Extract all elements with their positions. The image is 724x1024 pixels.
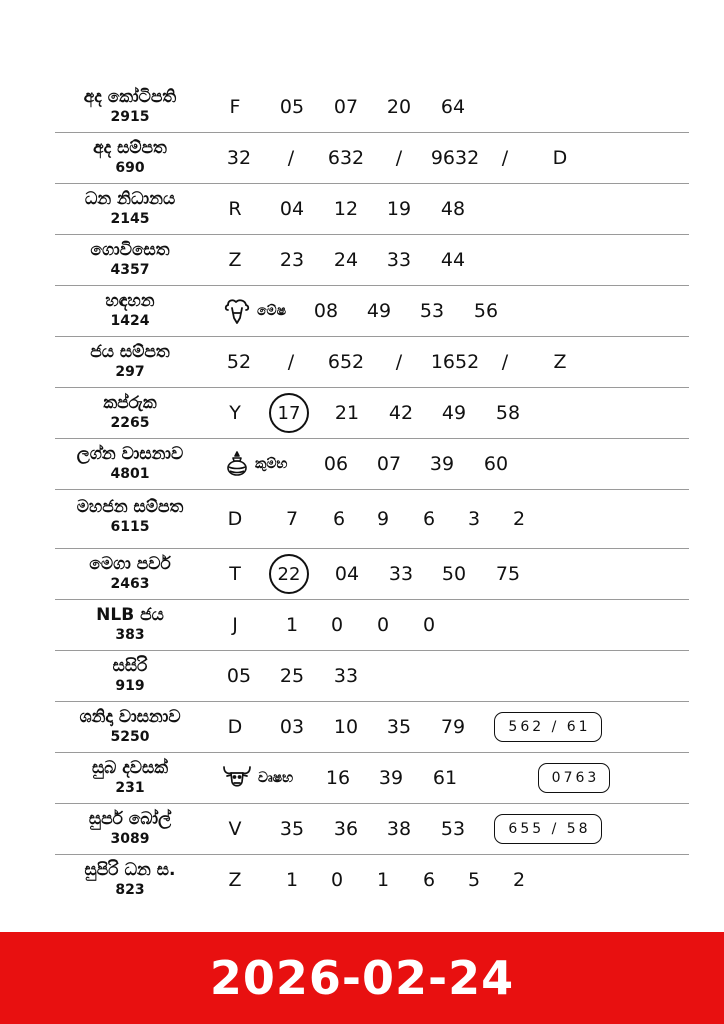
result-number: 48: [440, 198, 466, 220]
result-number: 20: [386, 96, 412, 118]
result-number: 25: [279, 665, 305, 687]
result-number: 75: [495, 563, 521, 585]
result-digit: 0: [330, 614, 344, 636]
result-letter: Z: [228, 249, 242, 271]
result-row-kapruka: [55, 388, 689, 439]
result-row-sasiri: [55, 651, 689, 702]
result-digit: 6: [422, 869, 436, 891]
result-number: 03: [279, 716, 305, 738]
separator: /: [287, 147, 295, 169]
draw-number: 2915: [110, 109, 150, 125]
result-number: 632: [327, 147, 365, 169]
result-number: 64: [440, 96, 466, 118]
result-digit: 7: [285, 508, 299, 530]
draw-number: 690: [115, 160, 145, 176]
result-number: 05: [226, 665, 252, 687]
lottery-name: ලග්න වාසනාව: [76, 444, 184, 464]
draw-number: 383: [115, 627, 145, 643]
lottery-name: සුපර් බෝල්: [88, 809, 172, 829]
lottery-name: සුබ දවසක්: [91, 758, 169, 778]
result-letter: J: [232, 614, 238, 636]
draw-number: 2265: [110, 415, 150, 431]
lottery-name: ශනිදා වාසනාව: [79, 707, 181, 727]
lottery-name: අද සම්පත: [93, 138, 167, 158]
result-letter: D: [227, 716, 243, 738]
result-number: 07: [333, 96, 359, 118]
result-number: 53: [440, 818, 466, 840]
separator: /: [501, 147, 509, 169]
result-row-mega-power: [55, 549, 689, 600]
result-digit: 0: [376, 614, 390, 636]
result-number: 9632: [430, 147, 480, 169]
result-letter: Z: [228, 869, 242, 891]
result-row-govisetha: [55, 235, 689, 286]
result-digit: 0: [330, 869, 344, 891]
result-number: 05: [279, 96, 305, 118]
result-row-ada-sampatha: [55, 133, 689, 184]
result-number: 33: [333, 665, 359, 687]
lottery-name: අද කෝටිපති: [83, 87, 177, 107]
result-number: 21: [334, 402, 360, 424]
bonus-number-circle: 17: [269, 393, 309, 433]
ram-icon: [222, 296, 252, 326]
result-number: 36: [333, 818, 359, 840]
result-number: 35: [386, 716, 412, 738]
result-digit: 5: [467, 869, 481, 891]
result-row-jaya-sampatha: [55, 337, 689, 388]
result-row-handahana: [55, 286, 689, 337]
result-number: 1652: [430, 351, 480, 373]
result-number: 39: [378, 767, 404, 789]
separator: /: [395, 147, 403, 169]
result-row-super-ball: [55, 804, 689, 855]
separator: /: [395, 351, 403, 373]
result-digit: 3: [467, 508, 481, 530]
result-digit: 6: [422, 508, 436, 530]
result-digit: 1: [285, 614, 299, 636]
result-digit: 6: [332, 508, 346, 530]
result-digit: 1: [376, 869, 390, 891]
result-number: 24: [333, 249, 359, 271]
lottery-name: සසිරි: [112, 656, 148, 676]
result-letter: Y: [229, 402, 241, 424]
zodiac-label: කුම්භ: [255, 456, 288, 472]
result-row-nlb-jaya: [55, 600, 689, 651]
result-number: 42: [388, 402, 414, 424]
result-number: 38: [386, 818, 412, 840]
draw-date: 2026-02-24: [209, 951, 515, 1005]
result-letter: R: [228, 198, 242, 220]
result-number: 10: [333, 716, 359, 738]
zodiac-label: වෘෂභ: [258, 770, 294, 786]
draw-number: 231: [115, 780, 145, 796]
lottery-name: හඳහන: [105, 291, 155, 311]
special-number-badge: 655 / 58: [494, 814, 602, 844]
result-number: 19: [386, 198, 412, 220]
water-pot-icon: [224, 450, 250, 478]
result-row-dhana-nidhanaya: [55, 184, 689, 235]
result-number: 04: [334, 563, 360, 585]
draw-number: 2463: [110, 576, 150, 592]
result-digit: 1: [285, 869, 299, 891]
result-letter: D: [227, 508, 243, 530]
special-number-badge: 562 / 61: [494, 712, 602, 742]
lottery-name: සුපිරි ධන ස.: [84, 860, 176, 880]
result-letter: V: [228, 818, 242, 840]
lottery-name: ගොවිසෙත: [90, 240, 170, 260]
draw-number: 3089: [110, 831, 150, 847]
result-number: 06: [323, 453, 349, 475]
bonus-number-circle: 22: [269, 554, 309, 594]
result-number: 08: [313, 300, 339, 322]
draw-number: 5250: [110, 729, 150, 745]
result-letter: D: [552, 147, 568, 169]
lottery-name: මහජන සම්පත: [76, 497, 184, 517]
result-number: 56: [473, 300, 499, 322]
separator: /: [287, 351, 295, 373]
result-row-mahajana-sampatha: [55, 490, 689, 549]
result-number: 12: [333, 198, 359, 220]
lottery-name: ජය සම්පත: [90, 342, 170, 362]
date-banner: [0, 932, 724, 1024]
result-letter: T: [229, 563, 241, 585]
result-number: 16: [325, 767, 351, 789]
result-number: 79: [440, 716, 466, 738]
result-number: 60: [483, 453, 509, 475]
result-number: 52: [226, 351, 252, 373]
result-row-lagna-wasanawa: [55, 439, 689, 490]
result-number: 23: [279, 249, 305, 271]
result-number: 35: [279, 818, 305, 840]
result-number: 58: [495, 402, 521, 424]
result-row-suba-dawasak: [55, 753, 689, 804]
result-row-supiri-dhana-sampatha: [55, 855, 689, 905]
result-number: 33: [386, 249, 412, 271]
draw-number: 1424: [110, 313, 150, 329]
result-digit: 2: [512, 508, 526, 530]
draw-number: 919: [115, 678, 145, 694]
draw-number: 2145: [110, 211, 150, 227]
result-row-ada-kotipathi: [55, 82, 689, 133]
draw-number: 823: [115, 882, 145, 898]
result-digit: 2: [512, 869, 526, 891]
result-letter: F: [229, 96, 241, 118]
separator: /: [501, 351, 509, 373]
result-number: 61: [432, 767, 458, 789]
draw-number: 297: [115, 364, 145, 380]
result-number: 44: [440, 249, 466, 271]
lottery-name: මෙගා පවර්: [89, 554, 171, 574]
result-number: 39: [429, 453, 455, 475]
result-row-shanida-wasanawa: [55, 702, 689, 753]
result-number: 04: [279, 198, 305, 220]
result-digit: 0: [422, 614, 436, 636]
draw-number: 4357: [110, 262, 150, 278]
draw-number: 6115: [110, 519, 150, 535]
result-number: 652: [327, 351, 365, 373]
result-digit: 9: [376, 508, 390, 530]
result-number: 33: [388, 563, 414, 585]
result-number: 49: [441, 402, 467, 424]
result-letter: Z: [553, 351, 567, 373]
result-number: 07: [376, 453, 402, 475]
bull-icon: [220, 764, 254, 792]
result-number: 32: [226, 147, 252, 169]
draw-number: 4801: [110, 466, 150, 482]
result-number: 49: [366, 300, 392, 322]
result-number: 53: [419, 300, 445, 322]
lottery-name: ධන නිධානය: [84, 189, 176, 209]
result-number: 50: [441, 563, 467, 585]
zodiac-label: මේෂ: [257, 303, 287, 319]
results-table: [55, 82, 689, 905]
lottery-name: කප්රුක: [103, 393, 157, 413]
lottery-name: NLB ජය: [96, 605, 164, 625]
special-number-badge: 0763: [538, 763, 610, 793]
